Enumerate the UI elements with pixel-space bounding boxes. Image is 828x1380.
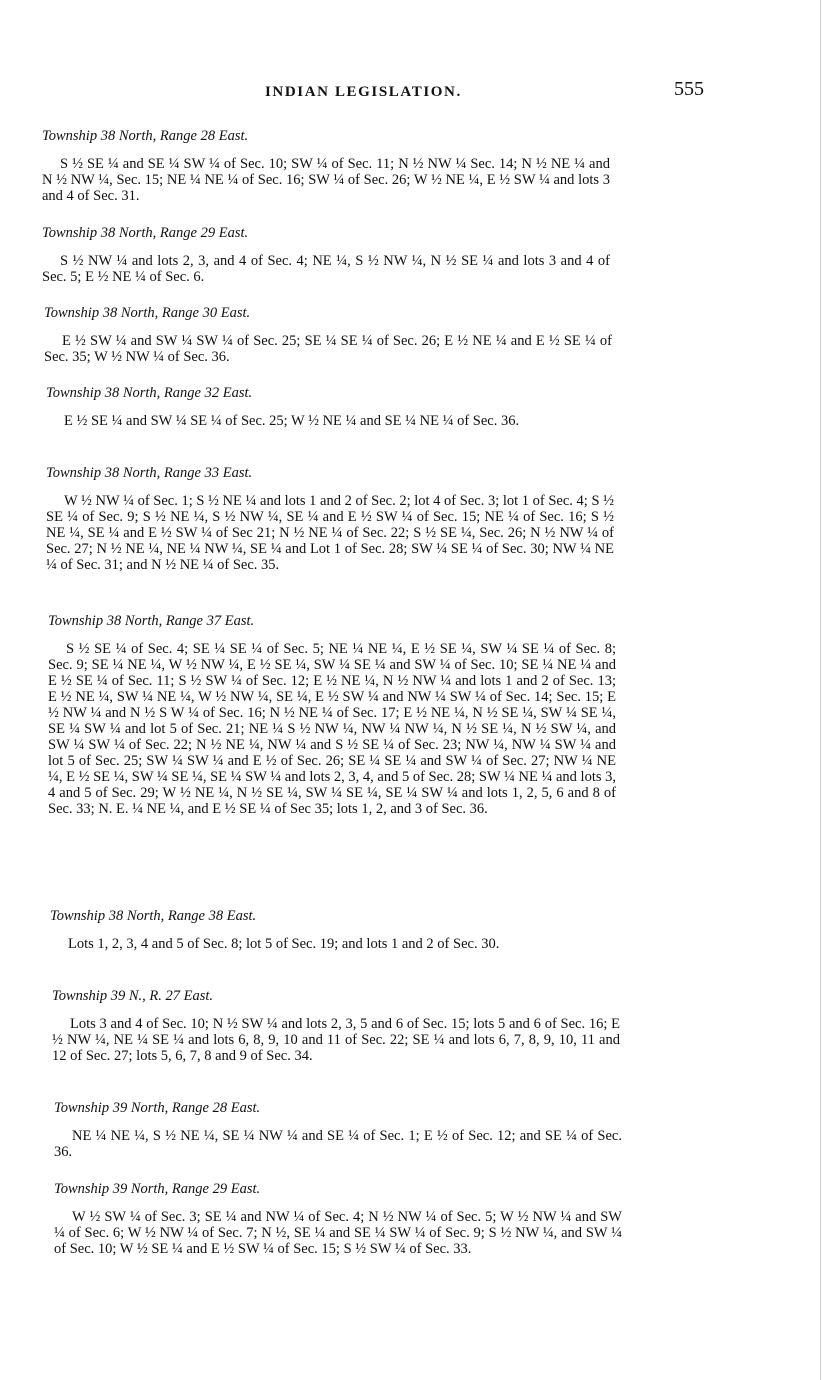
section-heading: Township 38 North, Range 30 East.	[44, 305, 251, 321]
page-edge-line	[820, 0, 821, 1380]
section-heading: Township 38 North, Range 38 East.	[50, 908, 257, 924]
section-t39n-r29e	[54, 1181, 622, 1257]
section-t38n-r32e	[46, 385, 614, 429]
section-body: Lots 1, 2, 3, 4 and 5 of Sec. 8; lot 5 of Sec. 19; and lots 1 and 2 of Sec. 30.	[68, 936, 500, 952]
section-heading: Township 39 North, Range 29 East.	[54, 1181, 261, 1197]
page-number: 555	[674, 78, 704, 100]
section-body: W ½ SW ¼ of Sec. 3; SE ¼ and NW ¼ of Sec. 4; N ½ NW ¼ of Sec. 5; W ½ NW ¼ and SW ¼ of Sec. 6; W ½ NW ¼ of Sec. 7; N ½, SE ¼ and SE ¼ SW ¼ of Sec. 9; S ½ NW ¼, and SW ¼ of Sec. 10; W ½ SE ¼ and E ½ SW ¼ of Sec. 15; S ½ SW ¼ of Sec. 33.	[54, 1209, 622, 1257]
section-heading: Township 39 North, Range 28 East.	[54, 1100, 261, 1116]
section-heading: Township 38 North, Range 32 East.	[46, 385, 253, 401]
section-t39n-r27e	[52, 988, 620, 1064]
section-t38n-r28e	[42, 128, 610, 204]
section-heading: Township 38 North, Range 33 East.	[46, 465, 253, 481]
section-body: S ½ NW ¼ and lots 2, 3, and 4 of Sec. 4; NE ¼, S ½ NW ¼, N ½ SE ¼ and lots 3 and 4 of Sec. 5; E ½ NE ¼ of Sec. 6.	[42, 253, 610, 285]
section-body: NE ¼ NE ¼, S ½ NE ¼, SE ¼ NW ¼ and SE ¼ of Sec. 1; E ½ of Sec. 12; and SE ¼ of Sec. 36.	[54, 1128, 622, 1160]
section-t38n-r30e	[44, 305, 612, 365]
section-body: S ½ SE ¼ and SE ¼ SW ¼ of Sec. 10; SW ¼ of Sec. 11; N ½ NW ¼ Sec. 14; N ½ NE ¼ and N ½ NW ¼, Sec. 15; NE ¼ NE ¼ of Sec. 16; SW ¼ of Sec. 26; W ½ NE ¼, E ½ SW ¼ and lots 3 and 4 of Sec. 31.	[42, 156, 610, 204]
section-heading: Township 38 North, Range 37 East.	[48, 613, 255, 629]
page-header	[40, 78, 720, 112]
section-t38n-r38e	[50, 908, 618, 952]
section-body: E ½ SW ¼ and SW ¼ SW ¼ of Sec. 25; SE ¼ SE ¼ of Sec. 26; E ½ NE ¼ and E ½ SE ¼ of Sec. 35; W ½ NW ¼ of Sec. 36.	[44, 333, 612, 365]
section-heading: Township 39 N., R. 27 East.	[52, 988, 214, 1004]
section-heading: Township 38 North, Range 29 East.	[42, 225, 249, 241]
section-t38n-r29e	[42, 225, 610, 285]
section-heading: Township 38 North, Range 28 East.	[42, 128, 249, 144]
section-body: Lots 3 and 4 of Sec. 10; N ½ SW ¼ and lots 2, 3, 5 and 6 of Sec. 15; lots 5 and 6 of Sec. 16; E ½ NW ¼, NE ¼ SE ¼ and lots 6, 8, 9, 10 and 11 of Sec. 22; SE ¼ and lots 6, 7, 8, 9, 10, 11 and 12 of Sec. 27; lots 5, 6, 7, 8 and 9 of Sec. 34.	[52, 1016, 620, 1064]
section-body: W ½ NW ¼ of Sec. 1; S ½ NE ¼ and lots 1 and 2 of Sec. 2; lot 4 of Sec. 3; lot 1 of Sec. 4; S ½ SE ¼ of Sec. 9; S ½ NE ¼, S ½ NW ¼, SE ¼ and E ½ SW ¼ of Sec. 15; NE ¼ of Sec. 16; S ½ NE ¼, SE ¼ and E ½ SW ¼ of Sec 21; N ½ NE ¼ of Sec. 22; S ½ SE ¼, Sec. 26; N ½ NW ¼ of Sec. 27; N ½ NE ¼, NE ¼ NW ¼, SE ¼ and Lot 1 of Sec. 28; SW ¼ SE ¼ of Sec. 30; NW ¼ NE ¼ of Sec. 31; and N ½ NE ¼ of Sec. 35.	[46, 493, 615, 573]
section-t39n-r28e	[54, 1100, 622, 1160]
section-t38n-r37e	[48, 613, 616, 817]
running-head: INDIAN LEGISLATION.	[265, 84, 462, 100]
section-body: E ½ SE ¼ and SW ¼ SE ¼ of Sec. 25; W ½ NE ¼ and SE ¼ NE ¼ of Sec. 36.	[64, 413, 520, 429]
section-t38n-r33e	[46, 465, 614, 573]
section-body: S ½ SE ¼ of Sec. 4; SE ¼ SE ¼ of Sec. 5; NE ¼ NE ¼, E ½ SE ¼, SW ¼ SE ¼ of Sec. 8; Sec. 9; SE ¼ NE ¼, W ½ NW ¼, E ½ SE ¼, SW ¼ SE ¼ and SW ¼ of Sec. 10; SE ¼ NE ¼ and E ½ SE ¼ of Sec. 11; S ½ SW ¼ of Sec. 12; E ½ NE ¼, N ½ NW ¼ and lots 1 and 2 of Sec. 13; E ½ NE ¼, SW ¼ NE ¼, W ½ NW ¼, SE ¼, E ½ SW ¼ and NW ¼ SW ¼ of Sec. 14; Sec. 15; E ½ NW ¼ and N ½ S W ¼ of Sec. 16; N ½ NE ¼ of Sec. 17; E ½ NE ¼, N ½ SE ¼, SW ¼ SE ¼, SE ¼ SW ¼ and lot 5 of Sec. 21; NE ¼ S ½ NW ¼, NW ¼ NW ¼, N ½ SE ¼, N ½ SW ¼, and SW ¼ SW ¼ of Sec. 22; N ½ NE ¼, NW ¼ and S ½ SE ¼ of Sec. 23; NW ¼, NW ¼ SW ¼ and lot 5 of Sec. 25; SW ¼ SW ¼ and E ½ of Sec. 26; SE ¼ SE ¼ and SW ¼ of Sec. 27; NW ¼ NE ¼, E ½ SE ¼, SW ¼ SE ¼, SE ¼ SW ¼ and lots 2, 3, 4, and 5 of Sec. 28; SW ¼ NE ¼ and lots 3, 4 and 5 of Sec. 29; W ½ NE ¼, N ½ SE ¼, SW ¼ SE ¼, SE ¼ SW ¼ and lots 1, 2, 5, 6 and 8 of Sec. 33; N. E. ¼ NE ¼, and E ½ SE ¼ of Sec 35; lots 1, 2, and 3 of Sec. 36.	[48, 641, 616, 817]
